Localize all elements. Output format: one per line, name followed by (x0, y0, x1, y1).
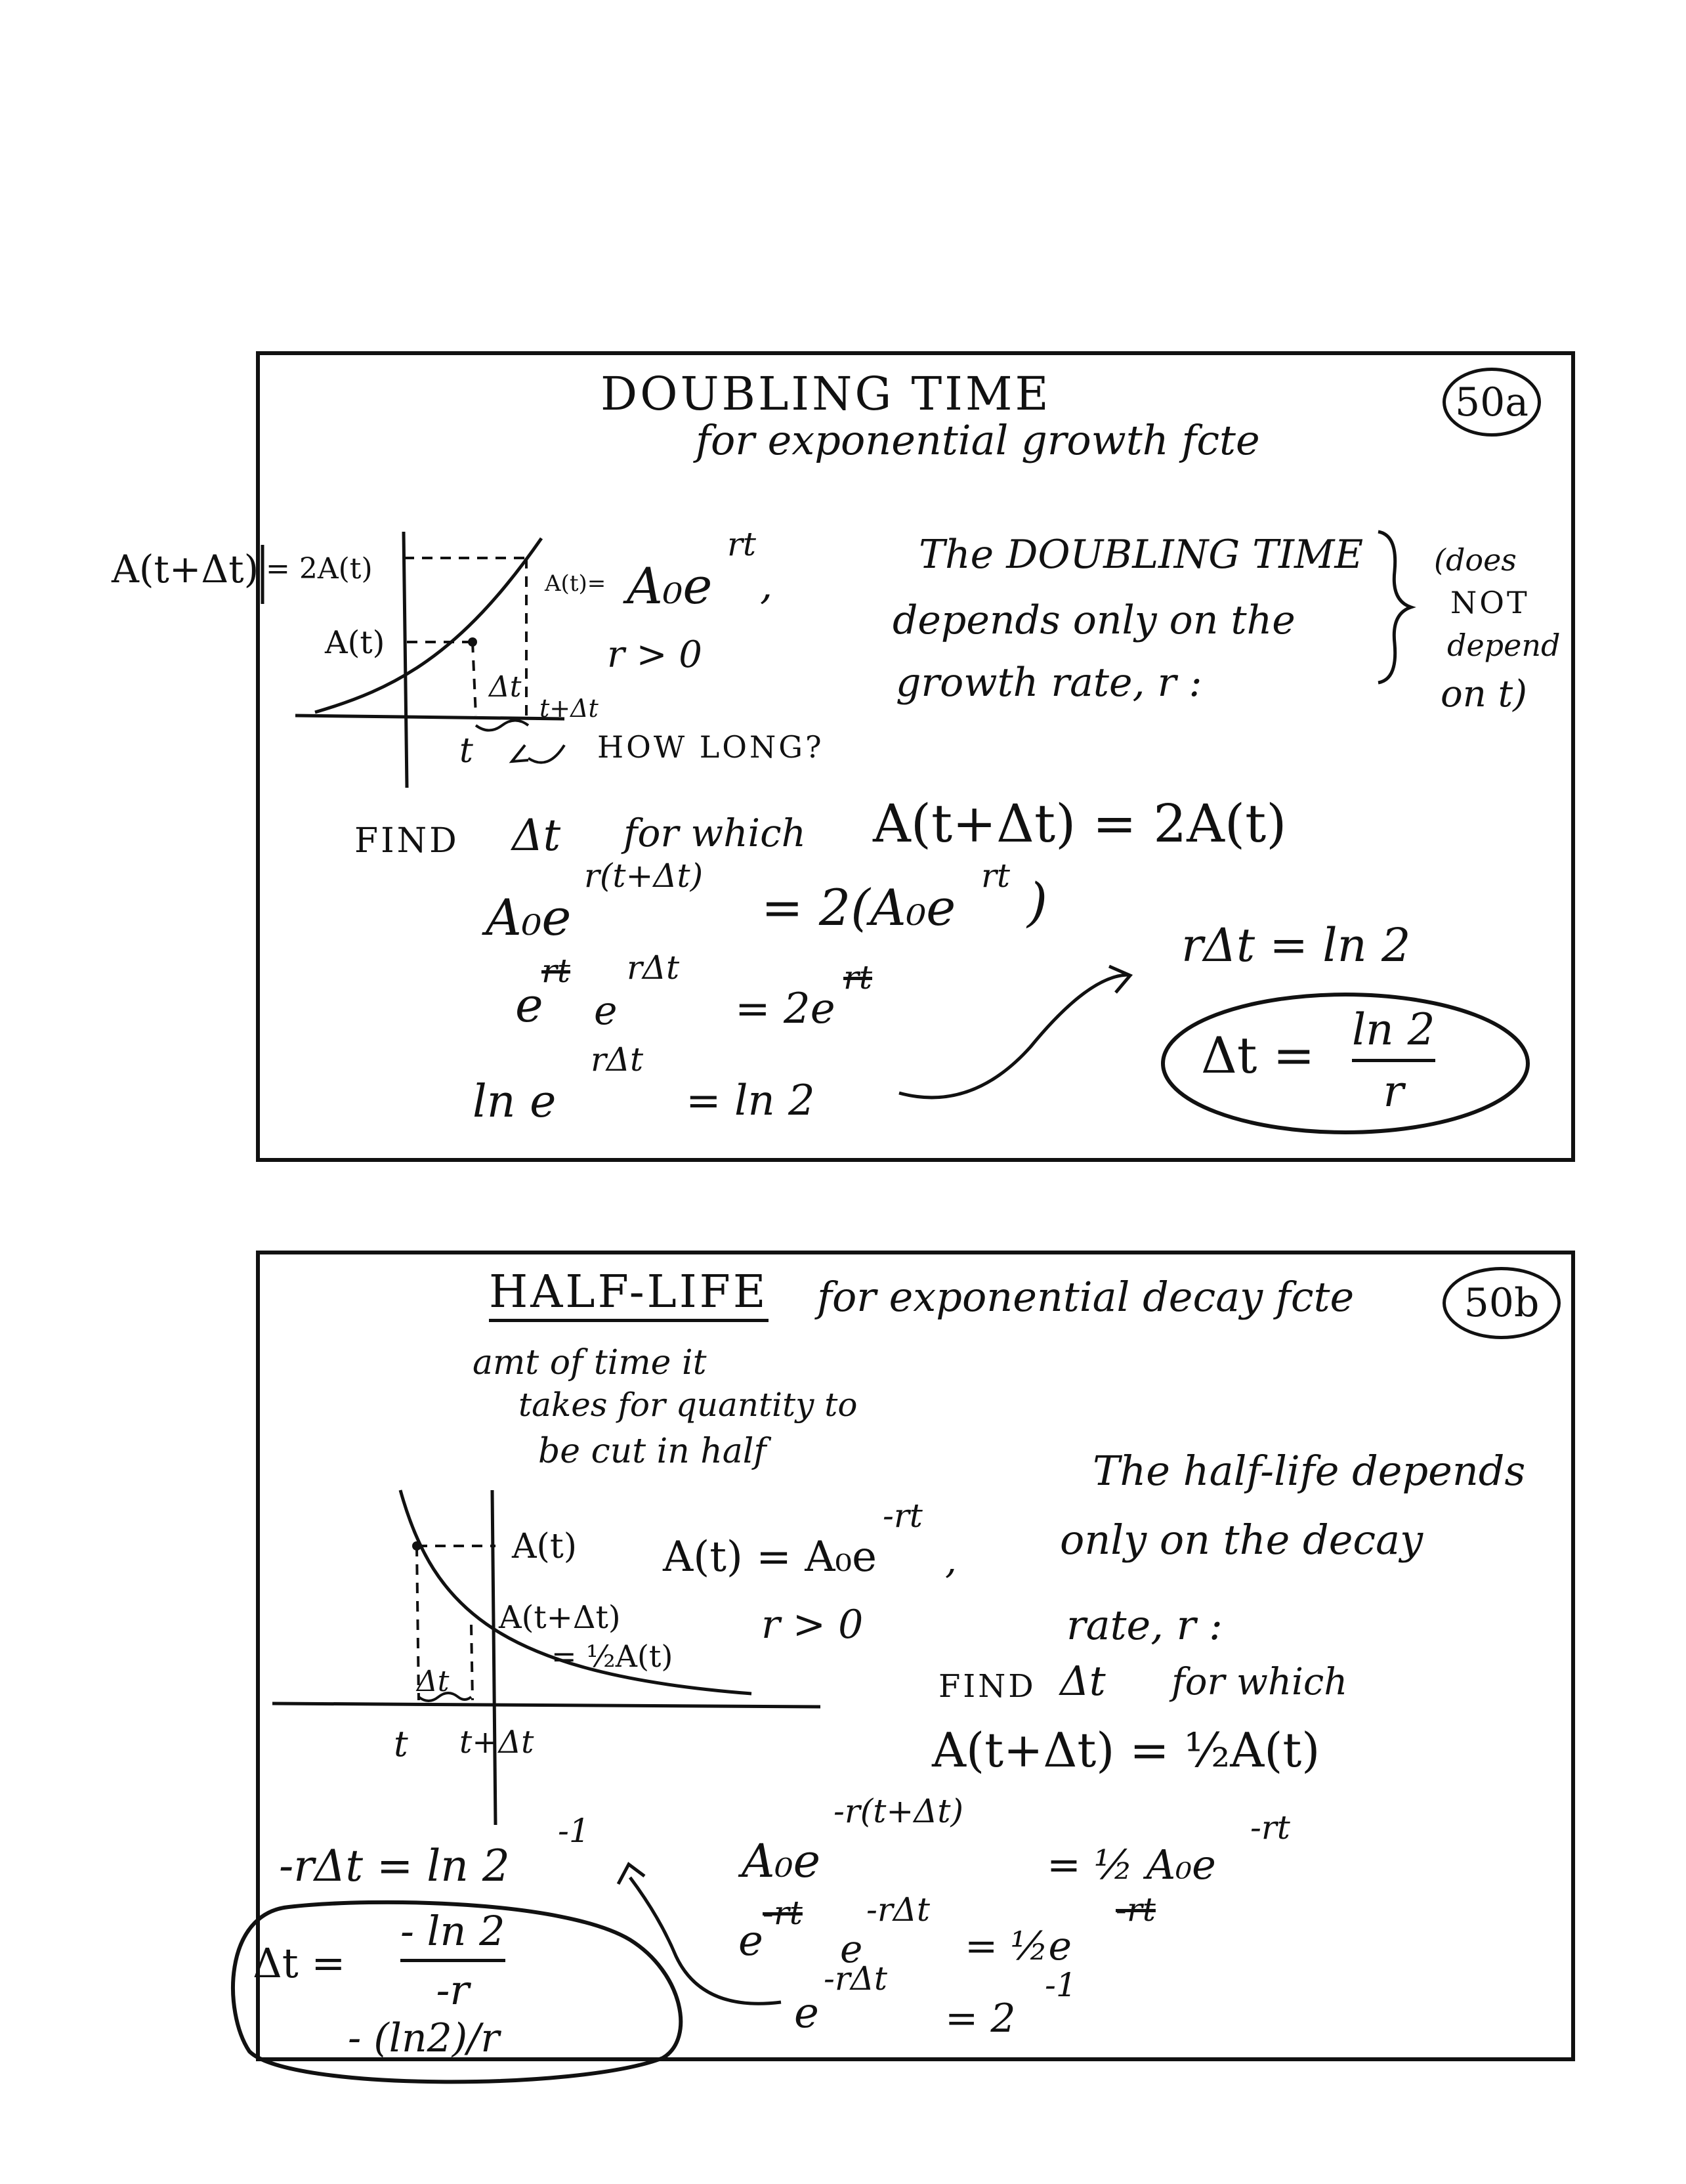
panel-b-step1-exp: -r(t+Δt) (833, 1792, 963, 1830)
panel-a-find-var: Δt (512, 810, 561, 861)
graph-a-top-value: = 2A(t) (266, 552, 373, 586)
graph-a-curve-label: A(t)= (545, 570, 606, 597)
graph-b-x-axis (272, 1703, 820, 1707)
panel-a-step2-right-exp: rt (843, 958, 872, 996)
panel-b-result-den: -r (436, 1966, 470, 2014)
panel-b-def-2: takes for quantity to (518, 1386, 858, 1424)
panel-a-step3-exp: rΔt (591, 1040, 644, 1079)
panel-a-step2-mid: e (594, 988, 618, 1034)
panel-b-step3-left: e (794, 1989, 819, 2038)
panel-a-step1-close: ) (1027, 872, 1048, 933)
panel-b-result-1-exp: -1 (558, 1812, 590, 1850)
panel-b-step1-right: = ½ A₀e (1047, 1841, 1216, 1889)
panel-a-formula: A₀e (627, 557, 713, 615)
panel-b-step1-left: A₀e (742, 1834, 821, 1888)
panel-a-find-label: FIND (354, 821, 459, 861)
graph-b-y-axis (492, 1490, 495, 1825)
panel-a-step2-exp1: rt (541, 952, 570, 990)
panel-a-step3-right: = ln 2 (686, 1077, 815, 1125)
panel-a-step2-left: e (515, 977, 543, 1033)
panel-b-result-fraction (400, 1907, 505, 2014)
panel-a-statement-1: The DOUBLING TIME (919, 532, 1364, 578)
panel-a-condition: r > 0 (607, 633, 702, 676)
panel-a-step1-right-exp: rt (981, 857, 1010, 895)
panel-a-step2-exp2: rΔt (627, 949, 680, 987)
panel-b-subtitle: for exponential decay fcte (817, 1273, 1355, 1321)
panel-a-step3-left: ln e (473, 1076, 557, 1128)
graph-b-x-t: t (394, 1723, 408, 1765)
graph-a-question: HOW LONG? (597, 729, 824, 765)
panel-a-statement-2: depends only on the (893, 597, 1296, 643)
panel-a-statement-3: growth rate, r : (896, 660, 1202, 706)
graph-a-y-axis (404, 532, 407, 788)
panel-b-formula-exp: -rt (883, 1497, 923, 1535)
panel-b-result-lhs: Δt = (253, 1939, 346, 1987)
panel-b-result-num: - ln 2 (400, 1907, 505, 1955)
graph-a-top-label: A(t+Δt) (112, 547, 259, 591)
panel-b-find-equation: A(t+Δt) = ½A(t) (932, 1723, 1320, 1778)
panel-a-brace (1375, 525, 1414, 689)
panel-b-find-label: FIND (938, 1668, 1036, 1705)
graph-a-mid-label: A(t) (325, 624, 385, 661)
panel-a-note-4: on t) (1441, 673, 1527, 716)
panel-a-result-den: r (1383, 1066, 1404, 1117)
panel-b-condition: r > 0 (761, 1602, 864, 1648)
panel-b-step2-mid: e (840, 1927, 863, 1971)
graph-a-x-tdt: t+Δt (539, 694, 599, 723)
panel-b-step2-right: = ½e (965, 1923, 1072, 1969)
panel-a-arrow (893, 958, 1155, 1123)
panel-a-step2-right: = 2e (735, 985, 835, 1033)
panel-b-find-text: for which (1171, 1661, 1348, 1703)
panel-a-step1-right: = 2(A₀e (761, 878, 956, 937)
panel-a-find-equation: A(t+Δt) = 2A(t) (873, 793, 1287, 854)
graph-b-x-tdt: t+Δt (459, 1724, 534, 1761)
panel-a-find-text: for which (623, 811, 806, 855)
panel-a-result-num: ln 2 (1352, 1004, 1435, 1055)
panel-b-step3-exp: -rΔt (824, 1959, 887, 1998)
graph-b-mid-value: = ½A(t) (551, 1638, 673, 1674)
panel-b-formula: A(t) = A₀e (663, 1533, 877, 1581)
panel-a-step1-exp: r(t+Δt) (584, 857, 704, 895)
panel-b-badge: 50b (1443, 1267, 1561, 1339)
panel-b-step1-right-exp: -rt (1250, 1809, 1290, 1847)
panel-a-result-1: rΔt = ln 2 (1181, 918, 1411, 972)
panel-a-formula-exp: rt (727, 525, 756, 563)
panel-b-step3-right: = 2 (945, 1996, 1016, 2042)
panel-a-note-2: NOT (1450, 585, 1530, 620)
panel-b-step2-right-exp: -rt (1116, 1891, 1156, 1929)
panel-b-find-var: Δt (1060, 1657, 1106, 1705)
panel-b-step2-left: e (738, 1917, 763, 1965)
panel-a-note-3: depend (1447, 628, 1561, 663)
graph-b-top-label: A(t) (512, 1527, 578, 1566)
panel-a-step1-left: A₀e (486, 888, 572, 947)
panel-b-step2-exp1: -rt (763, 1894, 803, 1932)
panel-a-subtitle: for exponential growth fcte (696, 416, 1260, 464)
panel-a-title: DOUBLING TIME (601, 367, 1051, 421)
panel-b-def-1: amt of time it (473, 1343, 707, 1382)
panel-a-result-lhs: Δt = (1201, 1026, 1315, 1084)
panel-a-formula-comma: , (760, 563, 773, 609)
panel-b-result-alt: - (ln2)/r (348, 2015, 500, 2061)
graph-a-x-t: t (459, 731, 473, 771)
panel-b-statement-2: only on the decay (1060, 1516, 1423, 1564)
panel-b-step2-exp2: -rΔt (866, 1891, 930, 1929)
panel-a-note-1: (does (1434, 542, 1517, 578)
panel-a-result-fraction (1352, 1004, 1435, 1117)
panel-b-statement-3: rate, r : (1066, 1601, 1223, 1649)
panel-b-step3-right-exp: -1 (1045, 1966, 1077, 2004)
panel-a-badge: 50a (1443, 368, 1541, 437)
panel-b-def-3: be cut in half (538, 1432, 767, 1471)
graph-b-mid-label: A(t+Δt) (499, 1599, 621, 1636)
panel-b-statement-1: The half-life depends (1093, 1447, 1526, 1495)
panel-b-title: HALF-LIFE (489, 1270, 769, 1322)
panel-b-formula-comma: , (945, 1539, 957, 1582)
graph-b-delta-label: Δt (417, 1665, 450, 1698)
graph-a-x-axis (295, 716, 564, 719)
graph-a-delta-label: Δt (489, 670, 522, 704)
panel-b-result-1: -rΔt = ln 2 (279, 1841, 510, 1891)
